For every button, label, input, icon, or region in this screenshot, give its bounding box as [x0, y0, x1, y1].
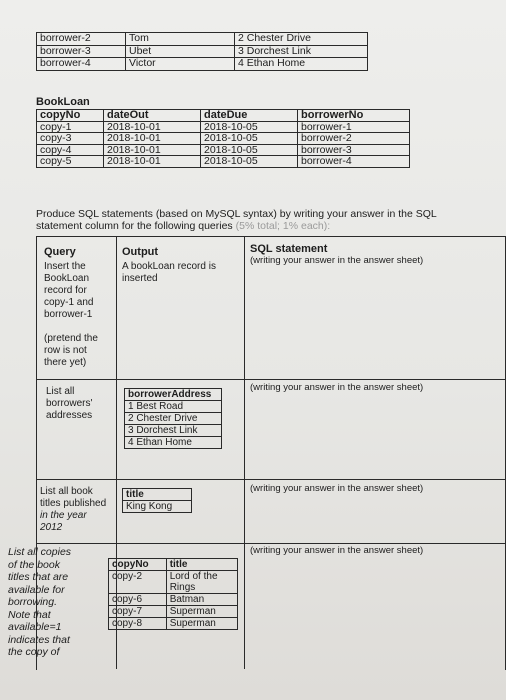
borrower-address-cell: 4 Ethan Home	[235, 58, 368, 71]
column-header: borrowerAddress	[125, 389, 222, 401]
title-cell: Lord of the Rings	[166, 571, 237, 594]
query-line: addresses	[46, 410, 93, 421]
query-2-text	[46, 386, 92, 422]
borrower-no-cell: borrower-3	[298, 144, 410, 156]
query-table	[8, 236, 506, 669]
query-line: 2012	[40, 522, 63, 533]
date-due-cell: 2018-10-05	[201, 144, 298, 156]
column-header: borrowerNo	[298, 110, 410, 122]
title-cell: Superman	[166, 618, 237, 630]
instructions	[36, 208, 466, 232]
column-header: copyNo	[37, 110, 104, 122]
query-4-text	[8, 546, 71, 659]
address-cell: 4 Ethan Home	[125, 437, 222, 449]
query-2-answer-note: (writing your answer in the answer sheet)	[250, 382, 424, 393]
query-line: available=1	[8, 621, 62, 633]
copy-no-cell: copy-6	[109, 594, 167, 606]
date-out-cell: 2018-10-01	[104, 144, 201, 156]
date-out-cell: 2018-10-01	[104, 156, 201, 168]
instructions-marks: (5% total; 1% each):	[235, 220, 331, 232]
query-line: indicates that	[8, 633, 70, 646]
row-divider	[36, 479, 506, 480]
copy-no-cell: copy-7	[109, 606, 167, 618]
query-header: Query	[44, 246, 76, 258]
borrower-no-cell: borrower-4	[37, 58, 126, 71]
query-line: copy-1 and	[44, 297, 94, 308]
column-header: title	[166, 559, 237, 571]
borrower-name-cell: Ubet	[126, 45, 235, 58]
row-divider	[36, 543, 506, 544]
copy-no-cell: copy-2	[109, 571, 167, 594]
query-line: titles that are	[8, 571, 69, 583]
table-row	[37, 156, 410, 168]
table-row	[37, 133, 410, 145]
query-3-answer-note: (writing your answer in the answer sheet)	[250, 483, 424, 494]
date-due-cell: 2018-10-05	[201, 156, 298, 168]
query-line: List all	[46, 386, 75, 397]
borrower-name-cell: Tom	[126, 33, 235, 46]
query-line: borrowers'	[46, 398, 93, 409]
title-cell: Superman	[166, 606, 237, 618]
query-4-answer-note: (writing your answer in the answer sheet)	[250, 545, 424, 556]
borrower-no-cell: borrower-1	[298, 121, 410, 133]
sql-header-note: (writing your answer in the answer sheet)	[250, 255, 424, 266]
column-header: title	[123, 489, 192, 501]
query-line: of the book	[8, 558, 60, 571]
query-line: row is not	[44, 345, 87, 356]
copy-no-cell: copy-4	[37, 144, 104, 156]
borrower-address-cell: 3 Dorchest Link	[235, 45, 368, 58]
borrower-no-cell: borrower-3	[37, 45, 126, 58]
date-due-cell: 2018-10-05	[201, 133, 298, 145]
table-row	[37, 45, 368, 58]
query-line: borrower-1	[44, 309, 93, 320]
output-header: Output	[122, 246, 159, 258]
book-loan-table	[36, 109, 410, 168]
table-row	[37, 121, 410, 133]
query-line: borrowing.	[8, 596, 58, 608]
borrower-address-cell: 2 Chester Drive	[235, 33, 368, 46]
query-line: List all book	[40, 486, 93, 497]
borrower-no-cell: borrower-4	[298, 156, 410, 168]
query-3-text	[40, 486, 106, 534]
copy-no-cell: copy-1	[37, 121, 104, 133]
query-1-output	[122, 261, 216, 285]
output-line: A bookLoan record is	[122, 261, 216, 272]
query-line: record for	[44, 285, 87, 296]
row-divider	[36, 379, 506, 380]
query-line: Note that	[8, 608, 51, 621]
title-cell: Batman	[166, 594, 237, 606]
table-row	[37, 33, 368, 46]
query-line: the copy of	[8, 646, 60, 658]
query-line: BookLoan	[44, 273, 90, 284]
address-cell: 3 Dorchest Link	[125, 425, 222, 437]
address-cell: 1 Best Road	[125, 401, 222, 413]
borrower-table	[36, 32, 368, 71]
query-line: (pretend the	[44, 333, 98, 344]
borrower-no-cell: borrower-2	[298, 133, 410, 145]
column-header: copyNo	[109, 559, 167, 571]
query-3-output-table	[122, 488, 192, 513]
sql-header: SQL statement	[250, 243, 328, 255]
output-line: inserted	[122, 273, 158, 284]
query-line: List all copies	[8, 546, 72, 558]
book-loan-title: BookLoan	[36, 96, 90, 108]
query-2-output-table	[124, 388, 222, 449]
address-cell: 2 Chester Drive	[125, 413, 222, 425]
table-header-row	[37, 110, 410, 122]
title-cell: King Kong	[123, 501, 192, 513]
query-line: Insert the	[44, 261, 86, 272]
date-out-cell: 2018-10-01	[104, 121, 201, 133]
query-line: titles published	[40, 498, 107, 509]
copy-no-cell: copy-8	[109, 618, 167, 630]
query-1-text	[44, 261, 114, 369]
query-line: in the year	[40, 510, 87, 521]
query-line: available for	[8, 583, 65, 596]
table-row	[37, 58, 368, 71]
instructions-text: Produce SQL statements (based on MySQL syntax) by writing your answer in the SQL statement column for the following queries	[36, 208, 437, 232]
query-4-output-table	[108, 558, 238, 630]
date-due-cell: 2018-10-05	[201, 121, 298, 133]
column-header: dateDue	[201, 110, 298, 122]
query-line: there yet)	[44, 357, 87, 368]
copy-no-cell: copy-5	[37, 156, 104, 168]
column-divider	[244, 236, 245, 669]
column-header: dateOut	[104, 110, 201, 122]
copy-no-cell: copy-3	[37, 133, 104, 145]
borrower-no-cell: borrower-2	[37, 33, 126, 46]
table-row	[37, 144, 410, 156]
borrower-name-cell: Victor	[126, 58, 235, 71]
date-out-cell: 2018-10-01	[104, 133, 201, 145]
